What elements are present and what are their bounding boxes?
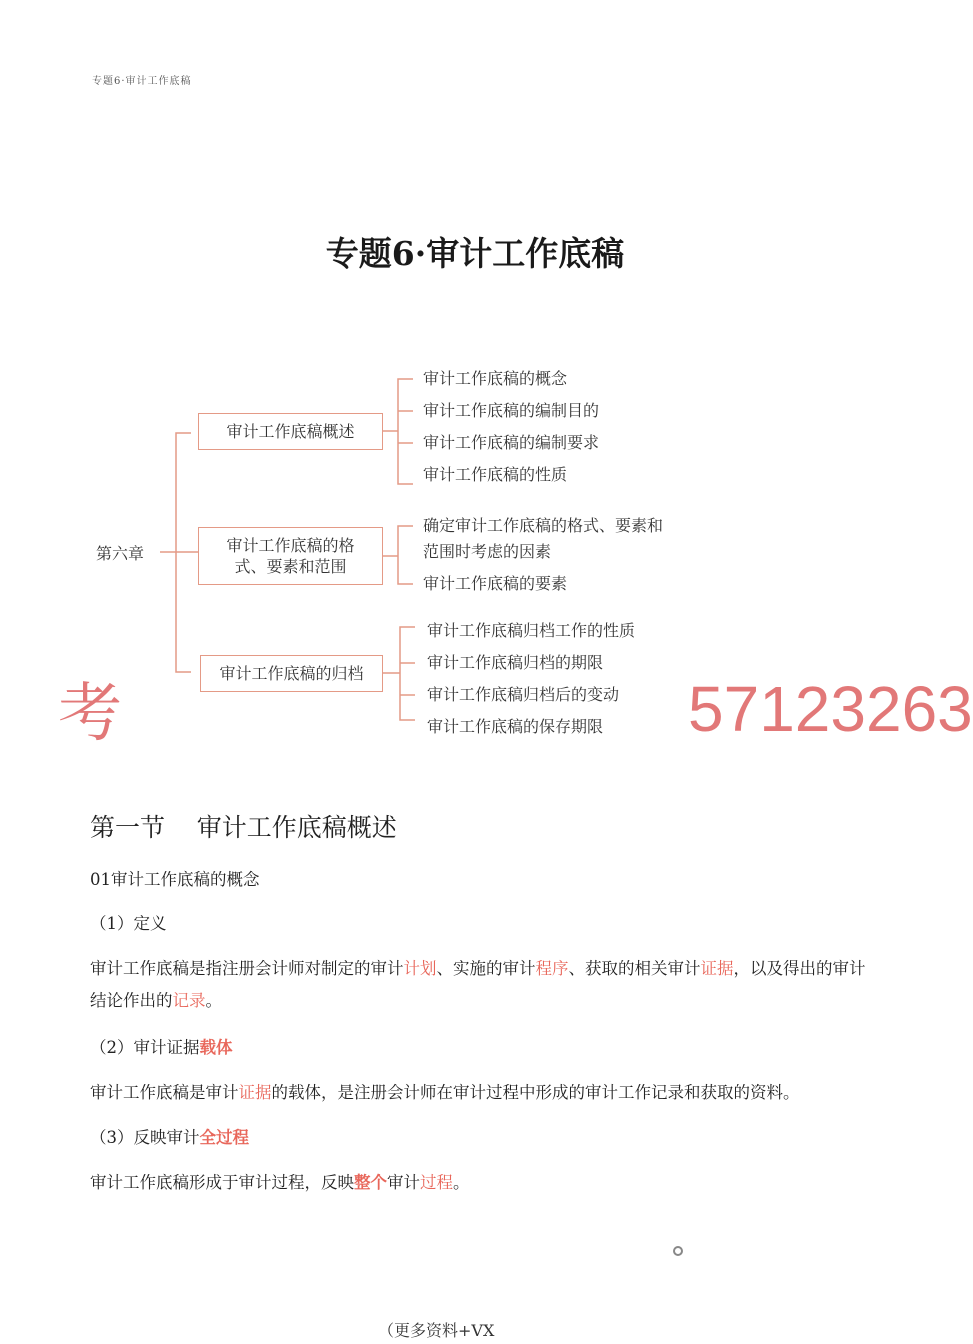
footer-note: （更多资料+VX bbox=[378, 1321, 495, 1340]
mindmap-leaf: 审计工作底稿归档的期限 bbox=[427, 653, 604, 672]
mindmap-root: 第六章 bbox=[96, 544, 145, 563]
text-run: （3）反映审计 bbox=[90, 1128, 200, 1147]
highlight-text: 全过程 bbox=[199, 1128, 249, 1147]
mindmap-leaf: 审计工作底稿归档后的变动 bbox=[427, 685, 620, 704]
highlight-text: 载体 bbox=[199, 1038, 233, 1057]
mindmap-leaf: 审计工作底稿归档工作的性质 bbox=[427, 621, 636, 640]
text-run: 审计工作底稿是指注册会计师对制定的审计 bbox=[90, 959, 404, 978]
highlight-text: 证据 bbox=[700, 959, 734, 978]
mindmap-leaf: 审计工作底稿的要素 bbox=[423, 574, 568, 593]
item-label-carrier bbox=[90, 1032, 870, 1064]
mindmap-branch-overview: 审计工作底稿概述 bbox=[198, 413, 383, 450]
mindmap-leaf: 确定审计工作底稿的格式、要素和 bbox=[423, 516, 664, 535]
mindmap-branch-archive: 审计工作底稿的归档 bbox=[200, 655, 383, 692]
text-run: 、获取的相关审计 bbox=[568, 959, 701, 978]
text-run: 、实施的审计 bbox=[436, 959, 536, 978]
highlight-text: 整个 bbox=[354, 1173, 387, 1192]
running-header: 专题6·审计工作底稿 bbox=[92, 76, 192, 87]
section-heading: 第一节 审计工作底稿概述 bbox=[90, 813, 397, 842]
mindmap-leaf: 审计工作底稿的保存期限 bbox=[427, 717, 604, 736]
highlight-text: 计划 bbox=[403, 959, 437, 978]
mindmap-branch-format bbox=[198, 527, 383, 585]
text-run: 审计工作底稿形成于审计过程，反映 bbox=[90, 1173, 354, 1192]
highlight-text: 程序 bbox=[535, 959, 569, 978]
mindmap-leaf: 审计工作底稿的概念 bbox=[423, 369, 568, 388]
paragraph-definition bbox=[90, 953, 870, 1017]
paragraph-process bbox=[90, 1167, 870, 1199]
highlight-text: 证据 bbox=[238, 1083, 272, 1102]
item-label-process bbox=[90, 1122, 870, 1154]
text-run: 审计工作底稿是审计 bbox=[90, 1083, 239, 1102]
text-run: （2）审计证据 bbox=[90, 1038, 200, 1057]
text-run: ，以及得出的审计结论作出的 bbox=[90, 959, 866, 1010]
paragraph-carrier bbox=[90, 1077, 870, 1109]
text-run: 。 bbox=[205, 991, 222, 1010]
mindmap-leaf: 审计工作底稿的编制要求 bbox=[423, 433, 600, 452]
mindmap-leaf: 审计工作底稿的编制目的 bbox=[423, 401, 600, 420]
page-title: 专题6·审计工作底稿 bbox=[325, 234, 625, 273]
highlight-text: 过程 bbox=[420, 1173, 453, 1192]
watermark-left: 考 bbox=[58, 677, 122, 751]
mindmap-leaf: 审计工作底稿的性质 bbox=[423, 465, 568, 484]
mindmap-leaf: 范围时考虑的因素 bbox=[423, 542, 552, 561]
text-run: 审计 bbox=[387, 1173, 420, 1192]
branch-label-line2: 式、要素和范围 bbox=[234, 557, 347, 576]
highlight-text: 记录 bbox=[172, 991, 206, 1010]
subsection-title: 01审计工作底稿的概念 bbox=[90, 870, 260, 889]
scan-mark-icon bbox=[673, 1246, 683, 1256]
text-run: 。 bbox=[453, 1173, 470, 1192]
item-label-definition: （1）定义 bbox=[90, 914, 167, 933]
branch-label-line1: 审计工作底稿的格 bbox=[226, 536, 355, 555]
watermark-right: 57123263 bbox=[688, 673, 973, 745]
text-run: 的载体，是注册会计师在审计过程中形成的审计工作记录和获取的资料。 bbox=[271, 1083, 800, 1102]
